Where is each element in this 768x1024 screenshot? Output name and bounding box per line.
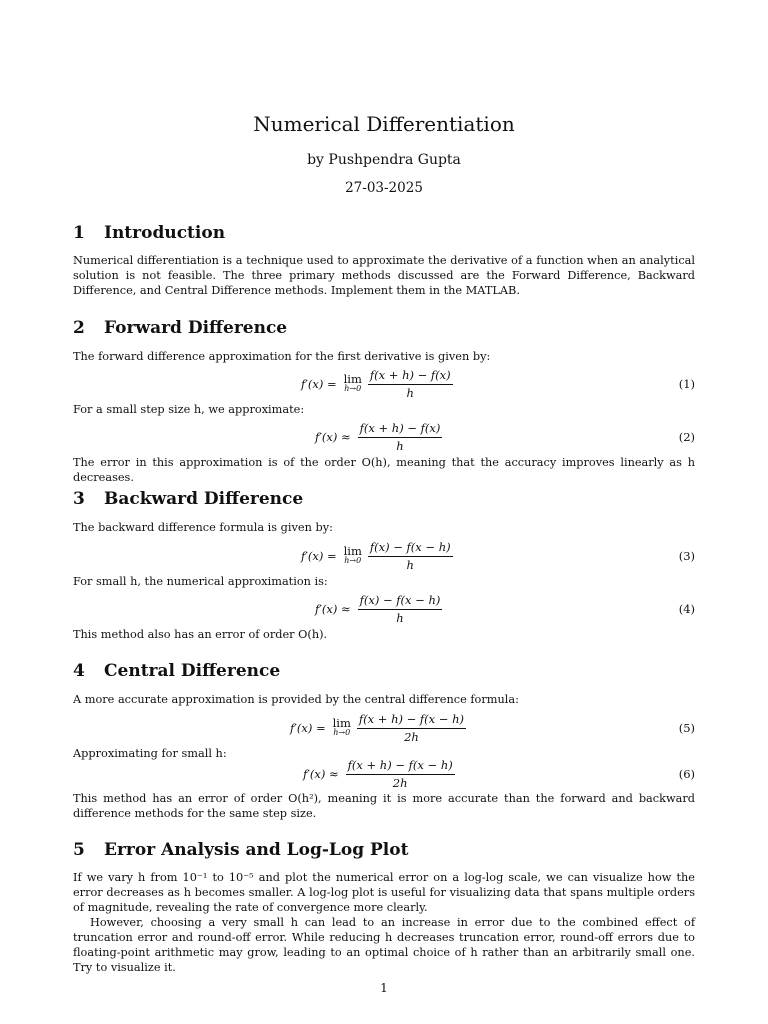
equation-lhs: f′(x) = <box>290 721 326 735</box>
section-heading-backward-difference <box>73 489 303 509</box>
limit-operator: lim h→0 <box>343 544 362 565</box>
equation-number: (6) <box>678 767 695 781</box>
equation-lhs: f′(x) ≈ <box>315 430 351 444</box>
section-number: 2 <box>73 318 85 338</box>
section-number: 4 <box>73 661 85 681</box>
fraction: $\frac{f(x + h) - f(x - h)}{2h}$ <box>347 757 453 790</box>
equation-1 <box>73 367 695 401</box>
paragraph-forward-approx: For a small step size h, we approximate: <box>73 403 305 416</box>
equation-number: (2) <box>678 430 695 444</box>
equation-number: (5) <box>678 721 695 735</box>
equation-number: (3) <box>678 549 695 563</box>
section-heading-central-difference <box>73 661 280 681</box>
equation-3 <box>73 539 695 573</box>
equation-lhs: f′(x) = <box>301 549 337 563</box>
section-title: Forward Difference <box>104 318 288 338</box>
fraction: $\frac{f(x + h) - f(x)}{h}$ <box>359 420 441 453</box>
page-number: 1 <box>380 981 388 995</box>
section-heading-error-analysis <box>73 840 408 860</box>
section-number: 1 <box>73 223 85 243</box>
equation-2 <box>73 420 695 454</box>
equation-4 <box>73 592 695 626</box>
paragraph-backward-error: This method also has an error of order O(h). <box>73 628 328 641</box>
section-heading-introduction <box>73 223 225 243</box>
equation-lhs: f′(x) ≈ <box>315 602 351 616</box>
section-title: Introduction <box>104 223 226 243</box>
fraction: $\frac{f(x) - f(x - h)}{h}$ <box>369 539 451 572</box>
fraction: $\frac{f(x + h) - f(x)}{h}$ <box>369 367 451 400</box>
paragraph-intro: Numerical differentiation is a technique used to approximate the derivative of a function when an analytical solution is not feasible. The three primary methods discussed are the Forward Difference, Backward Difference, and Central Difference methods. Implement them in the MATLAB. <box>73 254 695 297</box>
limit-operator: lim h→0 <box>343 372 362 393</box>
limit-operator: lim h→0 <box>332 716 351 737</box>
section-title: Backward Difference <box>104 489 304 509</box>
paragraph-central-intro: A more accurate approximation is provided by the central difference formula: <box>73 693 519 706</box>
document-date: 27-03-2025 <box>345 180 423 196</box>
paragraph-forward-error: The error in this approximation is of the order O(h), meaning that the accuracy improves linearly as h decreases. <box>73 456 695 484</box>
document-title: Numerical Differentiation <box>253 112 515 136</box>
equation-number: (1) <box>678 377 695 391</box>
section-title: Error Analysis and Log-Log Plot <box>104 840 409 860</box>
equation-5 <box>73 711 695 745</box>
paragraph-forward-intro: The forward difference approximation for the first derivative is given by: <box>73 350 491 363</box>
section-number: 5 <box>73 840 85 860</box>
paragraph-backward-approx: For small h, the numerical approximation is: <box>73 575 328 588</box>
paragraph-central-error: This method has an error of order O(h²), meaning it is more accurate than the forward and backward difference methods for the same step size. <box>73 792 695 820</box>
equation-number: (4) <box>678 602 695 616</box>
section-title: Central Difference <box>104 661 281 681</box>
paragraph-error-analysis-2: However, choosing a very small h can lead to an increase in error due to the combined effect of truncation error and round-off error. While reducing h decreases truncation error, round-off errors due to floating-point arithmetic may grow, leading to an optimal choice of h rather than an arbitrarily small one. Try to visualize it. <box>73 916 695 974</box>
paragraph-backward-intro: The backward difference formula is given by: <box>73 521 333 534</box>
equation-lhs: f′(x) ≈ <box>303 767 339 781</box>
paragraph-error-analysis-1: If we vary h from 10⁻¹ to 10⁻⁵ and plot the numerical error on a log-log scale, we can visualize how the error decreases as h becomes smaller. A log-log plot is useful for visualizing data that spans multiple orders of magnitude, revealing the rate of convergence more clearly. <box>73 871 695 914</box>
fraction: $\frac{f(x + h) - f(x - h)}{2h}$ <box>358 711 464 744</box>
fraction: $\frac{f(x) - f(x - h)}{h}$ <box>359 592 441 625</box>
document-author: by Pushpendra Gupta <box>307 152 461 168</box>
equation-6 <box>73 757 695 791</box>
section-heading-forward-difference <box>73 318 287 338</box>
equation-lhs: f′(x) = <box>301 377 337 391</box>
section-number: 3 <box>73 489 85 509</box>
document-page <box>73 0 695 1024</box>
paragraph-central-approx: Approximating for small h: <box>73 747 227 760</box>
